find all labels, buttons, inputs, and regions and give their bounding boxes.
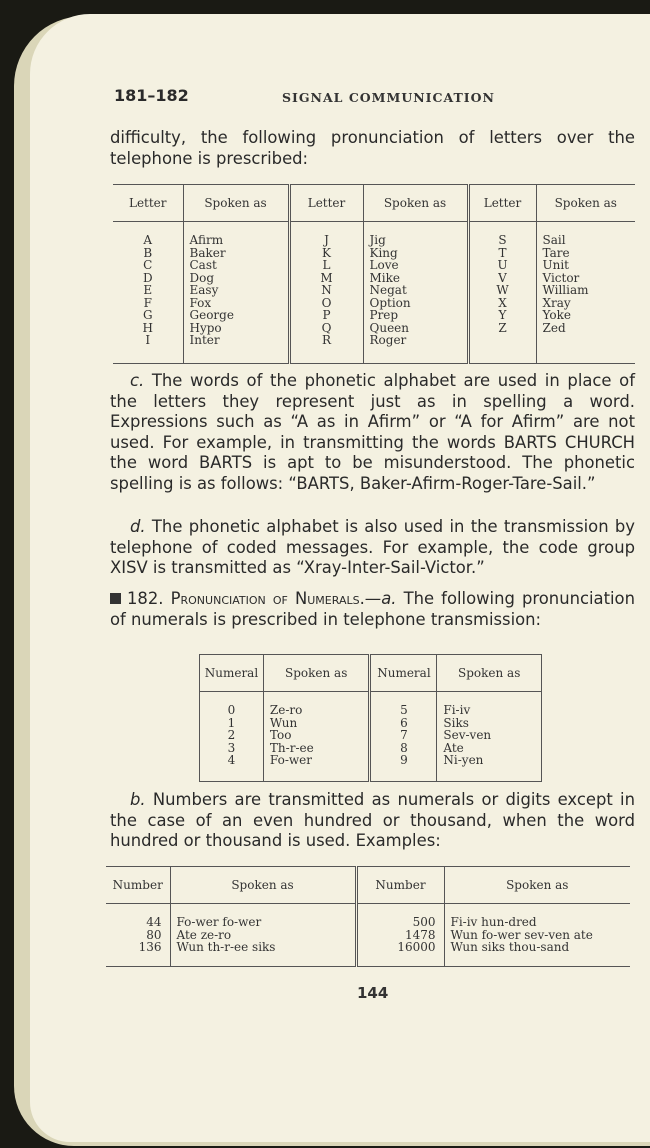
table-cell: 136 — [138, 940, 162, 954]
table-cell: Ate ze-ro — [170, 929, 356, 942]
table-cell: 4 — [227, 753, 236, 767]
table-cell: C — [143, 258, 153, 272]
table-cell: U — [468, 259, 536, 272]
table-cell: F — [143, 295, 152, 310]
table-cell: Xray — [536, 297, 635, 310]
page-range: 181–182 — [114, 86, 189, 105]
table-cell: Negat — [363, 284, 468, 297]
table-cell: Z — [468, 322, 536, 335]
col-header-number: Number — [106, 867, 170, 904]
table-cell — [468, 334, 536, 363]
letters-header-row — [113, 185, 635, 222]
table-cell: Ni-yen — [437, 754, 542, 781]
table-cell: 1478 — [356, 929, 444, 942]
paragraph-d — [110, 517, 635, 579]
table-cell: 500 — [356, 904, 444, 929]
table-cell: Prep — [363, 309, 468, 322]
letters-row — [113, 284, 635, 297]
numbers-header-row — [106, 867, 630, 904]
table-cell: X — [468, 297, 536, 310]
paragraph-text: The following pronunciation of numerals is prescribed in telephone transmission: — [110, 589, 635, 629]
table-cell: Option — [363, 297, 468, 310]
table-cell: D — [142, 270, 153, 285]
paragraph-text: Numbers are transmitted as numerals or digits except in the case of an even hundred or thousand, when the word hundred or thousand is used. Examples: — [110, 790, 635, 851]
letters-row — [113, 309, 635, 322]
table-cell: T — [468, 247, 536, 260]
running-title: SIGNAL COMMUNICATION — [282, 90, 495, 105]
table-cell: Ate — [437, 742, 542, 755]
table-cell: G — [142, 308, 153, 322]
paragraph-c — [110, 371, 635, 495]
table-cell: Fi-iv hun-dred — [444, 904, 630, 929]
table-cell: Fi-iv — [437, 692, 542, 717]
table-cell: 80 — [146, 927, 162, 942]
table-cell: Queen — [363, 322, 468, 335]
table-cell: William — [536, 284, 635, 297]
table-cell: 5 — [370, 692, 437, 717]
table-cell: Afirm — [183, 222, 289, 247]
table-cell: V — [468, 272, 536, 285]
table-cell: Sail — [536, 222, 635, 247]
numbers-row — [106, 941, 630, 966]
numerals-row — [200, 729, 542, 742]
letters-row — [113, 222, 635, 247]
table-cell: 16000 — [356, 941, 444, 966]
letters-table — [113, 184, 635, 364]
table-cell: Fo-wer fo-wer — [170, 904, 356, 929]
table-cell: Too — [263, 729, 370, 742]
table-cell: Cast — [183, 259, 289, 272]
table-cell: Wun th-r-ee siks — [170, 941, 356, 966]
table-cell: Hypo — [183, 322, 289, 335]
table-cell: Baker — [183, 247, 289, 260]
table-cell: J — [289, 222, 363, 247]
section-number: 182. — [127, 589, 164, 608]
table-cell: S — [468, 222, 536, 247]
table-cell: Wun siks thou-sand — [444, 941, 630, 966]
table-cell: 8 — [370, 742, 437, 755]
table-cell: I — [145, 333, 151, 347]
table-cell: Roger — [363, 334, 468, 363]
table-cell: Tare — [536, 247, 635, 260]
section-182 — [110, 589, 635, 630]
table-cell: W — [468, 284, 536, 297]
col-header-number: Number — [356, 867, 444, 904]
table-cell: Jig — [363, 222, 468, 247]
paragraph-text: The words of the phonetic alphabet are used in place of the letters they represent just as in spelling a word. Expressions such as “A as in Afirm” or “A for Afirm” are not used. For example, in transmitting the words BARTS CHURCH the word BARTS is apt to be misunderstood. The phonetic spelling is as follows: “BARTS, Baker-Afirm-Roger-Tare-Sail.” — [110, 371, 635, 493]
col-header-letter: Letter — [468, 185, 536, 222]
table-cell: 44 — [146, 915, 162, 929]
paragraph-label: b. — [130, 790, 146, 809]
table-cell: Inter — [183, 334, 289, 363]
table-cell: 2 — [227, 728, 236, 742]
numerals-table — [199, 654, 542, 782]
table-cell: Unit — [536, 259, 635, 272]
table-cell: 3 — [227, 740, 236, 755]
table-cell: P — [289, 309, 363, 322]
numbers-table — [106, 866, 630, 967]
col-header-letter: Letter — [113, 185, 183, 222]
table-cell: Wun — [263, 717, 370, 730]
paragraph-b — [110, 790, 635, 852]
letters-row — [113, 334, 635, 363]
table-cell: Victor — [536, 272, 635, 285]
table-cell: Dog — [183, 272, 289, 285]
col-header-spoken: Spoken as — [183, 185, 289, 222]
table-cell: Mike — [363, 272, 468, 285]
numerals-row — [200, 754, 542, 781]
letters-row — [113, 259, 635, 272]
table-cell: 6 — [370, 717, 437, 730]
paragraph-text: The phonetic alphabet is also used in the transmission by telephone of coded messages. For example, the code group XISV is transmitted as “Xray-Inter-Sail-Victor.” — [110, 517, 635, 578]
table-cell: Fox — [183, 297, 289, 310]
table-cell: E — [143, 283, 153, 297]
table-cell: Y — [468, 309, 536, 322]
section-heading: Pronunciation of Numerals.— — [170, 589, 382, 608]
col-header-spoken: Spoken as — [170, 867, 356, 904]
table-cell: Ze-ro — [263, 692, 370, 717]
table-cell: 9 — [370, 754, 437, 781]
numerals-row — [200, 742, 542, 755]
col-header-spoken: Spoken as — [437, 655, 542, 692]
table-cell: Zed — [536, 322, 635, 335]
table-cell: Siks — [437, 717, 542, 730]
section-marker-icon — [110, 593, 121, 604]
table-cell: H — [142, 320, 153, 335]
page-number: 144 — [357, 984, 389, 1002]
table-cell: K — [289, 247, 363, 260]
table-cell: Sev-ven — [437, 729, 542, 742]
table-cell: 0 — [227, 703, 236, 717]
table-cell: Fo-wer — [263, 754, 370, 781]
table-cell: M — [289, 272, 363, 285]
table-cell: Easy — [183, 284, 289, 297]
numerals-header-row — [200, 655, 542, 692]
table-cell: B — [143, 245, 153, 260]
table-cell: R — [289, 334, 363, 363]
table-cell: O — [289, 297, 363, 310]
table-cell: Th-r-ee — [263, 742, 370, 755]
table-cell: Wun fo-wer sev-ven ate — [444, 929, 630, 942]
table-cell: Yoke — [536, 309, 635, 322]
col-header-spoken: Spoken as — [263, 655, 370, 692]
table-cell: Love — [363, 259, 468, 272]
table-cell: Q — [289, 322, 363, 335]
col-header-numeral: Numeral — [200, 655, 264, 692]
paragraph-label: c. — [130, 371, 145, 390]
table-cell: George — [183, 309, 289, 322]
table-cell: N — [289, 284, 363, 297]
paragraph-label: a. — [381, 589, 397, 608]
table-cell: A — [143, 233, 153, 247]
table-cell: King — [363, 247, 468, 260]
table-cell — [536, 334, 635, 363]
col-header-letter: Letter — [289, 185, 363, 222]
col-header-numeral: Numeral — [370, 655, 437, 692]
col-header-spoken: Spoken as — [444, 867, 630, 904]
table-cell: L — [289, 259, 363, 272]
col-header-spoken: Spoken as — [363, 185, 468, 222]
paragraph-intro: difficulty, the following pronunciation of letters over the telephone is prescribed: — [110, 128, 635, 168]
table-cell: 7 — [370, 729, 437, 742]
table-cell: 1 — [227, 715, 236, 730]
numbers-row — [106, 904, 630, 929]
numerals-row — [200, 692, 542, 717]
col-header-spoken: Spoken as — [536, 185, 635, 222]
paragraph-label: d. — [130, 517, 146, 536]
